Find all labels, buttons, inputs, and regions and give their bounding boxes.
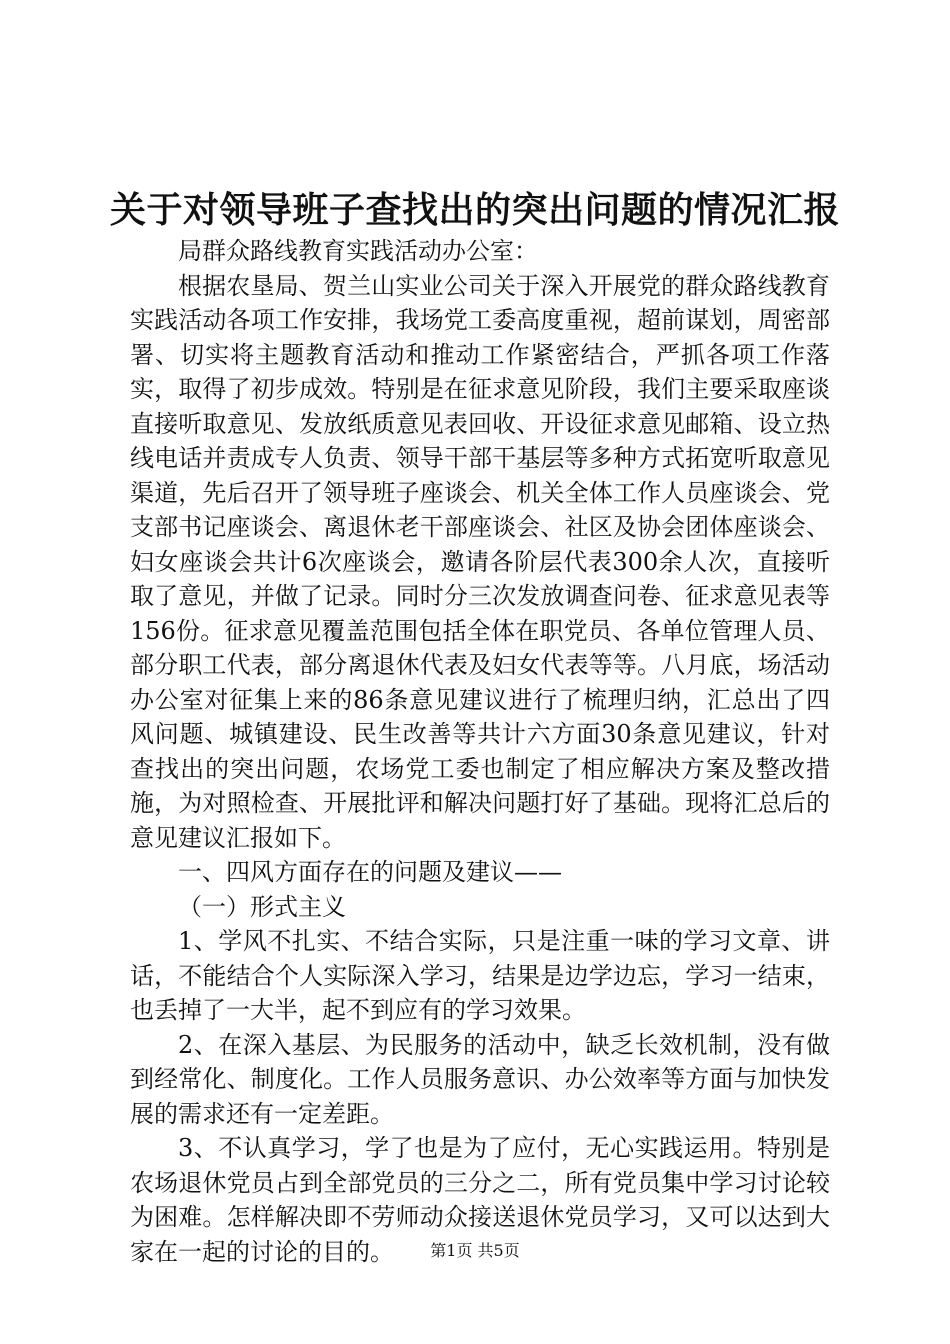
subsection-heading: （一）形式主义	[178, 892, 346, 921]
document-title: 关于对领导班子查找出的突出问题的情况汇报	[109, 189, 840, 231]
salutation: 局群众路线教育实践活动办公室：	[178, 237, 538, 265]
page-footer: 第1页 共5页	[430, 1241, 520, 1260]
list-item-3: 3、不认真学习，学了也是为了应付，无心实践运用。特别是农场退休党员占到全部党员的三分之二，所有党员集中学习讨论较为困难。怎样解决即不劳师动众接送退休党员学习，又可以达到大家在一起的讨论的目的。	[130, 1134, 830, 1266]
list-item-2: 2、在深入基层、为民服务的活动中，缺乏长效机制，没有做到经常化、制度化。工作人员服务意识、办公效率等方面与加快发展的需求还有一定差距。	[130, 1030, 830, 1128]
list-item-1: 1、学风不扎实、不结合实际，只是注重一味的学习文章、讲话，不能结合个人实际深入学习，结果是边学边忘，学习一结束，也丢掉了一大半，起不到应有的学习效果。	[130, 927, 830, 1024]
document-body	[130, 234, 830, 1269]
section-heading: 一、四风方面存在的问题及建议——	[178, 858, 562, 886]
intro-paragraph: 根据农垦局、贺兰山实业公司关于深入开展党的群众路线教育实践活动各项工作安排，我场党工委高度重视，超前谋划，周密部署、切实将主题教育活动和推动工作紧密结合，严抓各项工作落实，取得了初步成效。特别是在征求意见阶段，我们主要采取座谈直接听取意见、发放纸质意见表回收、开设征求意见邮箱、设立热线电话并责成专人负责、领导干部干基层等多种方式拓宽听取意见渠道，先后召开了领导班子座谈会、机关全体工作人员座谈会、党支部书记座谈会、离退休老干部座谈会、社区及协会团体座谈会、妇女座谈会共计6次座谈会，邀请各阶层代表300余人次，直接听取了意见，并做了记录。同时分三次发放调查问卷、征求意见表等156份。征求意见覆盖范围包括全体在职党员、各单位管理人员、部分职工代表，部分离退休代表及妇女代表等等。八月底，场活动办公室对征集上来的86条意见建议进行了梳理归纳，汇总出了四风问题、城镇建设、民生改善等共计六方面30条意见建议，针对查找出的突出问题，农场党工委也制定了相应解决方案及整改措施，为对照检查、开展批评和解决问题打好了基础。现将汇总后的意见建议汇报如下。	[130, 271, 830, 852]
